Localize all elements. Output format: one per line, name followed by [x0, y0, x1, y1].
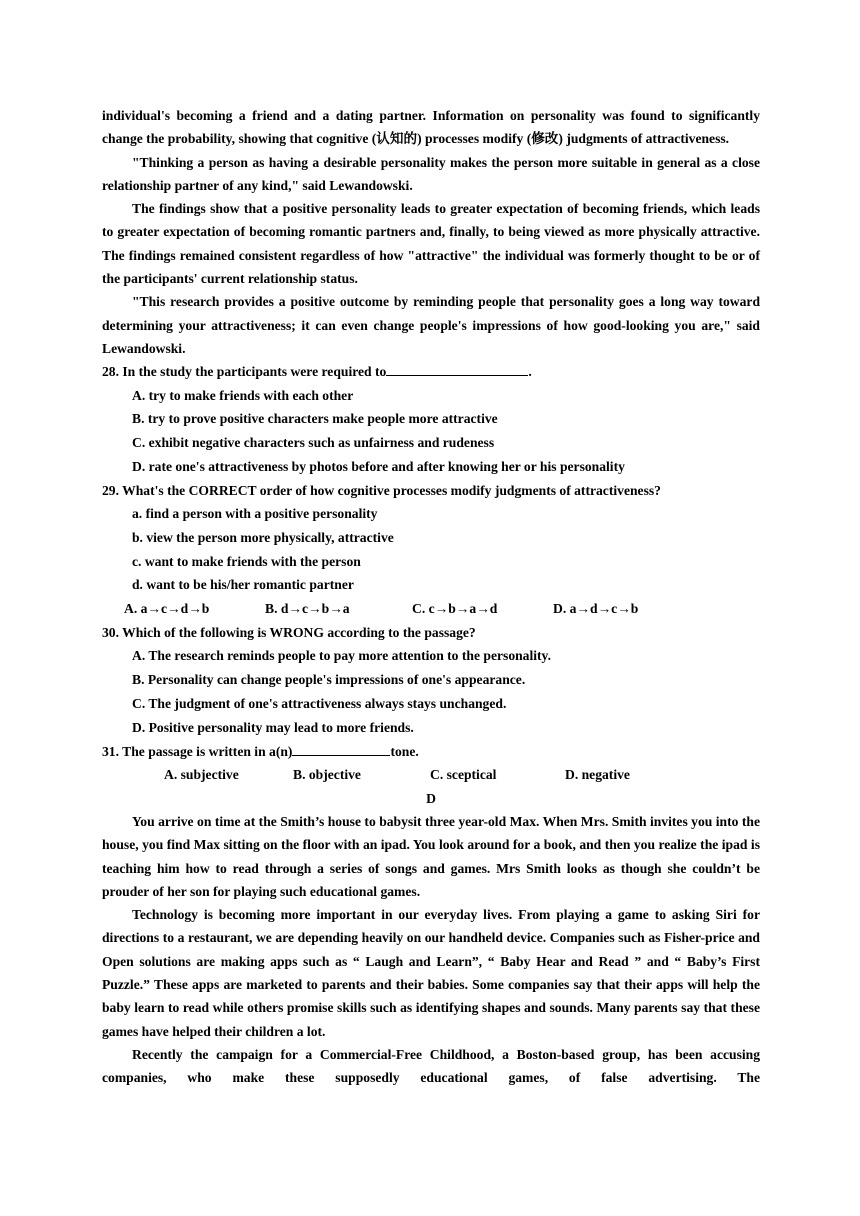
question-28-option-d: D. rate one's attractiveness by photos before and after knowing her or his personality — [132, 458, 625, 474]
question-28 — [102, 360, 760, 383]
question-29-item-b: b. view the person more physically, attractive — [132, 529, 394, 545]
question-30-option-c: C. The judgment of one's attractiveness always stays unchanged. — [132, 695, 507, 711]
passage-d-paragraph-1: You arrive on time at the Smith’s house to babysit three year-old Max. When Mrs. Smith invites you into the house, you find Max sitting on the floor with an ipad. You look around for a book, and then you realize the ipad is teaching him how to read through a series of songs and games. Mrs Smith looks as though she couldn’t be prouder of her son for playing such educational games. — [102, 813, 760, 899]
question-28-stem: 28. In the study the participants were required to — [102, 364, 387, 380]
question-29-option-d: D. a→d→c→b — [553, 601, 639, 617]
question-31-option-d: D. negative — [565, 766, 630, 782]
question-29-item-d: d. want to be his/her romantic partner — [132, 577, 354, 593]
question-31-end: tone. — [390, 743, 419, 759]
question-28-option-c: C. exhibit negative characters such as unfairness and rudeness — [132, 435, 495, 451]
passage-c-paragraph-4: "This research provides a positive outcome by reminding people that personality goes a long way toward determining your attractiveness; it can even change people's impressions of how good-looking you are," said Lewandowski. — [102, 294, 760, 356]
passage-c-paragraph-1: individual's becoming a friend and a dating partner. Information on personality was found to significantly change the probability, showing that cognitive (认知的) processes modify (修改) judgments of attractiveness. — [102, 108, 760, 147]
question-31 — [102, 740, 760, 763]
question-30-option-a: A. The research reminds people to pay more attention to the personality. — [132, 648, 551, 664]
passage-d-paragraph-2: Technology is becoming more important in our everyday lives. From playing a game to asking Siri for directions to a restaurant, we are depending heavily on our handheld device. Companies such as Fisher-price and Open solutions are making apps such as “ Laugh and Learn”, “ Baby Hear and Read ” and “ Baby’s First Puzzle.” These apps are marketed to parents and their babies. Some companies say that their apps will help the baby learn to read while others promise skills such as identifying shapes and sounds. Many parents say that these games have helped their children a lot. — [102, 907, 760, 1039]
question-29-option-c: C. c→b→a→d — [412, 601, 498, 617]
question-28-end: . — [528, 364, 532, 380]
passage-c-paragraph-3: The findings show that a positive personality leads to greater expectation of becoming friends, which leads to greater expectation of becoming romantic partners and, finally, to being viewed as more physically attractive. The findings remained consistent regardless of how "attractive" the individual was formerly thought to be or of the participants' current relationship status. — [102, 201, 760, 287]
question-29-option-b: B. d→c→b→a — [265, 601, 350, 617]
passage-c-paragraph-2: "Thinking a person as having a desirable personality makes the person more suitable in general as a close relationship partner of any kind," said Lewandowski. — [102, 154, 760, 193]
answer-blank — [292, 740, 390, 756]
question-28-option-b: B. try to prove positive characters make people more attractive — [132, 411, 498, 427]
exam-page — [102, 104, 760, 1089]
question-30-stem: 30. Which of the following is WRONG according to the passage? — [102, 625, 476, 641]
question-29-item-c: c. want to make friends with the person — [132, 553, 361, 569]
question-31-option-b: B. objective — [293, 766, 361, 782]
answer-blank — [386, 360, 528, 376]
question-29-stem: 29. What's the CORRECT order of how cognitive processes modify judgments of attractiveness? — [102, 482, 661, 498]
question-31-option-c: C. sceptical — [430, 766, 497, 782]
question-29-options — [102, 597, 760, 621]
question-31-stem: 31. The passage is written in a(n) — [102, 743, 293, 759]
question-29-item-a: a. find a person with a positive personality — [132, 506, 378, 522]
question-30-option-d: D. Positive personality may lead to more friends. — [132, 719, 414, 735]
passage-d-paragraph-3: Recently the campaign for a Commercial-Free Childhood, a Boston-based group, has been accusing companies, who make these supposedly educational games, of false advertising. The — [102, 1046, 760, 1086]
question-31-option-a: A. subjective — [164, 766, 239, 782]
question-28-option-a: A. try to make friends with each other — [132, 387, 354, 403]
question-30-option-b: B. Personality can change people's impressions of one's appearance. — [132, 672, 526, 688]
question-29-option-a: A. a→c→d→b — [124, 601, 210, 617]
question-31-options — [102, 763, 760, 787]
section-d-heading: D — [426, 790, 436, 806]
